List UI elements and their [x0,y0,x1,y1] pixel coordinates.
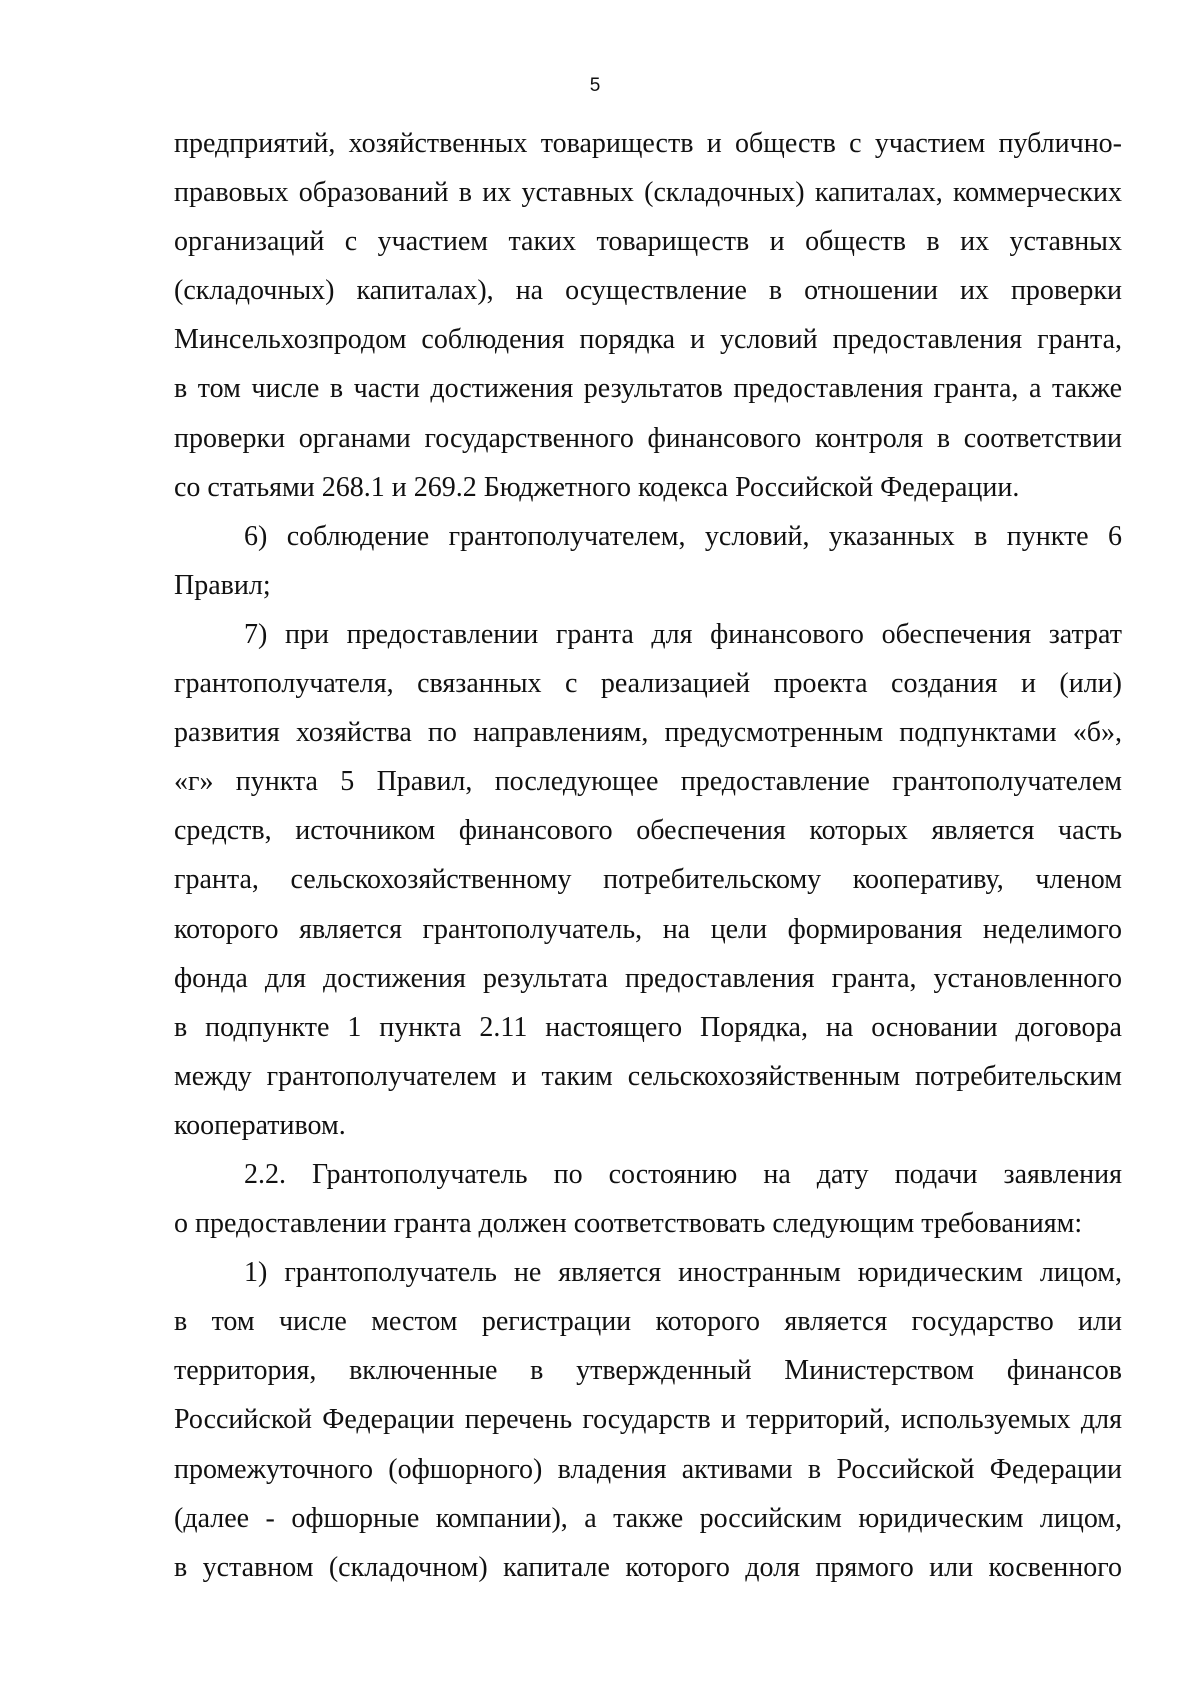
text-line: (далее - офшорные компании), а также российским юридическим лицом, [174,1502,1122,1534]
text-line: средств, источником финансового обеспечения которых является часть [174,815,1122,847]
text-line: Минсельхозпродом соблюдения порядка и условий предоставления гранта, [174,324,1122,356]
text-line: о предоставлении гранта должен соответствовать следующим требованиям: [174,1208,1083,1240]
text-line: 2.2. Грантополучатель по состоянию на дату подачи заявления [244,1158,1122,1190]
text-line: (складочных) капиталах), на осуществление в отношении их проверки [174,275,1122,307]
text-line: которого является грантополучатель, на цели формирования неделимого [174,913,1122,945]
text-line: Правил; [174,569,271,601]
text-line: между грантополучателем и таким сельскохозяйственным потребительским [174,1060,1122,1092]
text-line: правовых образований в их уставных (складочных) капиталах, коммерческих [174,177,1122,209]
text-line: гранта, сельскохозяйственному потребительскому кооперативу, членом [174,864,1122,896]
text-line: Российской Федерации перечень государств и территорий, используемых для [174,1404,1122,1436]
text-line: кооперативом. [174,1109,346,1141]
text-line: фонда для достижения результата предоставления гранта, установленного [174,962,1122,994]
text-line: в уставном (складочном) капитале которого доля прямого или косвенного [174,1551,1122,1583]
text-line: промежуточного (офшорного) владения активами в Российской Федерации [174,1453,1122,1485]
text-line: организаций с участием таких товариществ и обществ в их уставных [174,226,1122,258]
text-line: развития хозяйства по направлениям, предусмотренным подпунктами «б», [174,717,1122,749]
text-line: 1) грантополучатель не является иностранным юридическим лицом, [244,1257,1122,1289]
document-body [174,119,1122,1592]
text-line: в подпункте 1 пункта 2.11 настоящего Порядка, на основании договора [174,1011,1122,1043]
text-line: 6) соблюдение грантополучателем, условий, указанных в пункте 6 [244,520,1122,552]
text-line: проверки органами государственного финансового контроля в соответствии [174,422,1122,454]
text-line: в том числе в части достижения результатов предоставления гранта, а также [174,373,1122,405]
text-line: в том числе местом регистрации которого является государство или [174,1306,1122,1338]
text-line: «г» пункта 5 Правил, последующее предоставление грантополучателем [174,766,1122,798]
text-line: территория, включенные в утвержденный Министерством финансов [174,1355,1122,1387]
text-line: грантополучателя, связанных с реализацией проекта создания и (или) [174,668,1122,700]
text-line: предприятий, хозяйственных товариществ и обществ с участием публично- [174,128,1122,159]
text-line: 7) при предоставлении гранта для финансового обеспечения затрат [244,618,1122,650]
page-number: 5 [589,75,601,96]
text-line: со статьями 268.1 и 269.2 Бюджетного кодекса Российской Федерации. [174,471,1020,503]
